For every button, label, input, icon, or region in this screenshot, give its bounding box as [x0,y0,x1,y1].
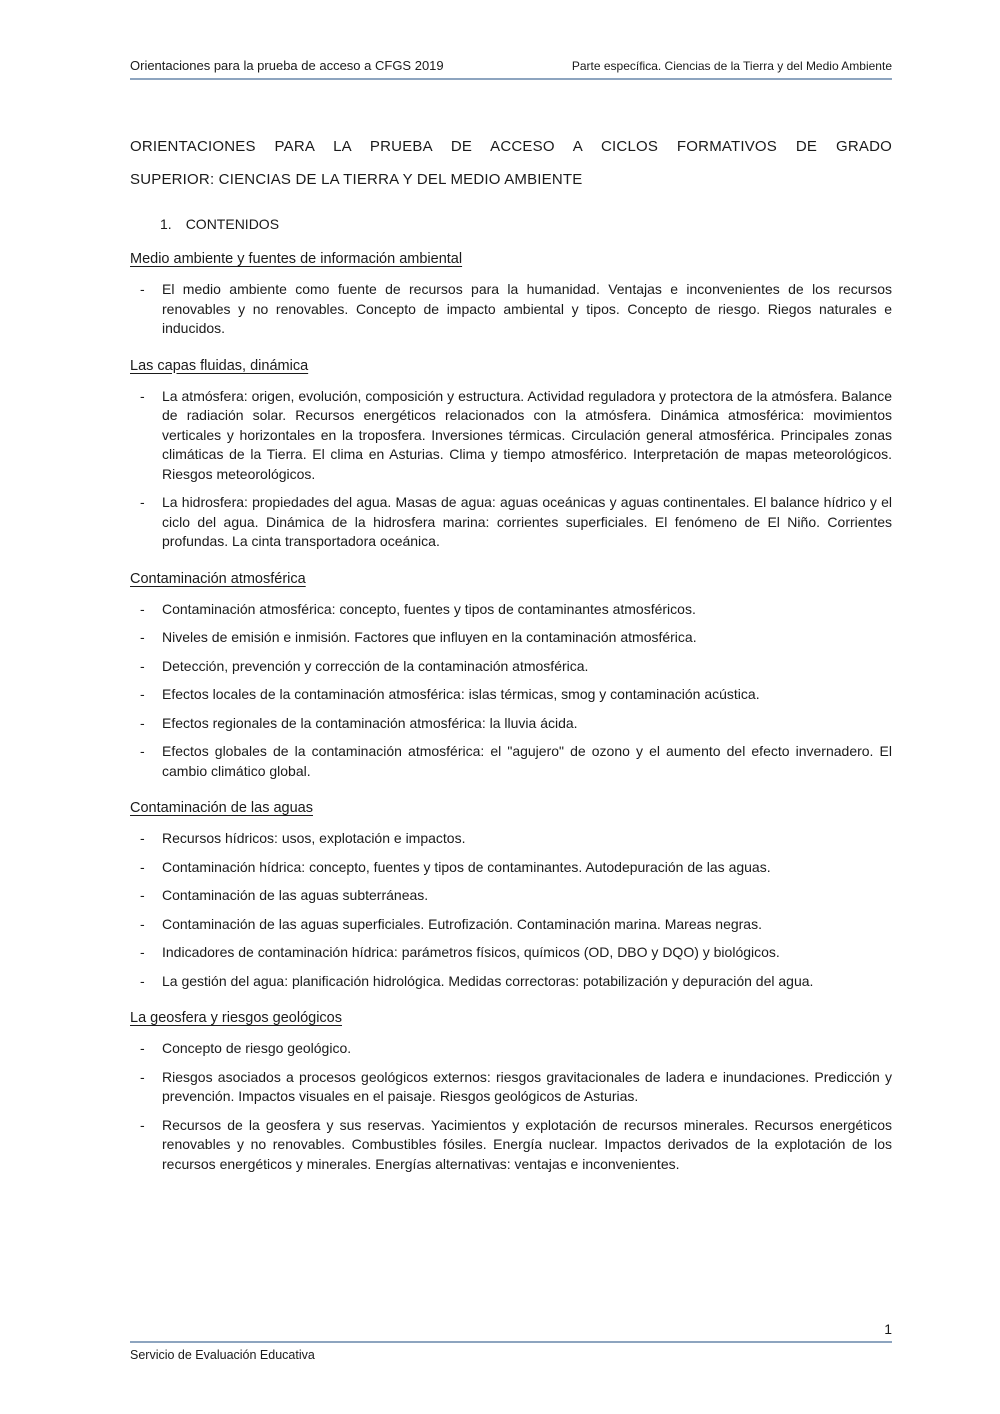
bullet-dash: - [140,714,145,731]
list-item-text: Niveles de emisión e inmisión. Factores que influyen en la contaminación atmosférica. [162,629,697,645]
bullet-dash: - [140,858,145,875]
list-item [130,943,892,963]
list-item [130,387,892,485]
list-item [130,657,892,677]
numbered-heading [160,216,892,232]
list-item [130,628,892,648]
list-item [130,886,892,906]
document-title-line2: SUPERIOR: CIENCIAS DE LA TIERRA Y DEL MEDIO AMBIENTE [130,171,583,188]
list-item-text: La gestión del agua: planificación hidrológica. Medidas correctoras: potabilización y depuración del agua. [162,972,814,989]
page-number: 1 [884,1321,892,1337]
list-item-text: Efectos regionales de la contaminación atmosférica: la lluvia ácida. [162,714,578,731]
bullet-dash: - [140,387,145,404]
section-heading: Las capas fluidas, dinámica [130,357,309,374]
list-item-text: Contaminación de las aguas subterráneas. [162,887,429,903]
list-item [130,915,892,935]
bullet-dash: - [140,1068,145,1085]
list-item [130,1039,892,1059]
list-item [130,600,892,620]
section-heading: Contaminación atmosférica [130,570,306,587]
list-item [130,1068,892,1107]
bullet-dash: - [140,600,145,617]
list-item-text: Contaminación hídrica: concepto, fuentes y tipos de contaminantes. Autodepuración de las aguas. [162,858,771,875]
numbered-heading-label: CONTENIDOS [185,216,280,232]
list-item [130,829,892,849]
bullet-dash: - [140,629,145,645]
list-item-text: Contaminación atmosférica: concepto, fuentes y tipos de contaminantes atmosféricos. [162,600,696,617]
bullet-dash: - [140,915,145,932]
list-item [130,972,892,992]
list-item [130,493,892,552]
header-right-text: Parte específica. Ciencias de la Tierra y del Medio Ambiente [571,59,892,73]
list-item [130,714,892,734]
list-item-text: El medio ambiente como fuente de recursos para la humanidad. Ventajas e inconvenientes de los recursos renovables y no renovables. Concepto de impacto ambiental y tipos. Concepto de riesgo. Riegos naturales e inducidos. [162,281,892,336]
bullet-dash: - [140,887,145,903]
numbered-heading-number: 1. [160,216,172,232]
list-item [130,685,892,705]
bullet-dash: - [140,281,145,297]
list-item-text: Detección, prevención y corrección de la contaminación atmosférica. [162,657,589,674]
bullet-dash: - [140,494,145,510]
list-item-text: Recursos hídricos: usos, explotación e impactos. [162,830,466,846]
list-item [130,280,892,339]
bullet-dash: - [140,1116,145,1133]
bullet-dash: - [140,686,145,702]
list-item-text: Efectos locales de la contaminación atmosférica: islas térmicas, smog y contaminación acústica. [162,686,760,702]
section-heading: Contaminación de las aguas [130,800,313,816]
section-heading: La geosfera y riesgos geológicos [130,1010,342,1026]
document-title [130,130,892,196]
footer-text: Servicio de Evaluación Educativa [130,1348,315,1362]
document-content [130,130,892,1183]
list-item-text: La atmósfera: origen, evolución, composición y estructura. Actividad reguladora y protectora de la atmósfera. Balance de radiación solar. Recursos energéticos relacionados con la atmósfera. Dinámica atmosférica: movimientos verticales y horizontales en la troposfera. Inversiones térmicas. Circulación general atmosférica. Principales zonas climáticas de la Tierra. El clima en Asturias. Clima y tiempo atmosférico. Interpretación de mapas meteorológicos. Riesgos meteorológicos. [162,387,892,482]
page-header [130,58,892,80]
list-item [130,742,892,781]
bullet-dash: - [140,944,145,960]
list-item-text: La hidrosfera: propiedades del agua. Masas de agua: aguas oceánicas y aguas continentales. El balance hídrico y el ciclo del agua. Dinámica de la hidrosfera marina: corrientes superficiales. El fenómeno de El Niño. Corrientes profundas. La cinta transportadora oceánica. [162,494,892,549]
sections-container [130,251,892,1174]
list-item-text: Contaminación de las aguas superficiales. Eutrofización. Contaminación marina. Mareas negras. [162,915,762,932]
bullet-dash: - [140,830,145,846]
page-footer [130,1321,892,1362]
bullet-dash: - [140,972,145,989]
list-item-text: Efectos globales de la contaminación atmosférica: el "agujero" de ozono y el aumento del efecto invernadero. El cambio climático global. [162,743,892,779]
list-item-text: Concepto de riesgo geológico. [162,1040,352,1056]
list-item-text: Recursos de la geosfera y sus reservas. Yacimientos y explotación de recursos minerales. Recursos energéticos renovables y no renovables. Combustibles fósiles. Energía nuclear. Impactos derivados de la explotación de los recursos energéticos y minerales. Energías alternativas: ventajas e inconvenientes. [162,1116,892,1172]
section-heading: Medio ambiente y fuentes de información ambiental [130,251,463,267]
document-title-line1: ORIENTACIONES PARA LA PRUEBA DE ACCESO A CICLOS FORMATIVOS DE GRADO [130,138,892,155]
header-left-text: Orientaciones para la prueba de acceso a CFGS 2019 [130,58,444,73]
bullet-dash: - [140,743,145,759]
bullet-dash: - [140,657,145,674]
footer-rule [130,1341,892,1343]
bullet-dash: - [140,1040,145,1056]
list-item-text: Riesgos asociados a procesos geológicos externos: riesgos gravitacionales de ladera e inundaciones. Predicción y prevención. Impactos visuales en el paisaje. Riesgos geológicos de Asturias. [162,1068,892,1104]
header-rule [130,78,892,80]
list-item [130,858,892,878]
list-item-text: Indicadores de contaminación hídrica: parámetros físicos, químicos (OD, DBO y DQO) y biológicos. [162,944,780,960]
list-item [130,1116,892,1175]
